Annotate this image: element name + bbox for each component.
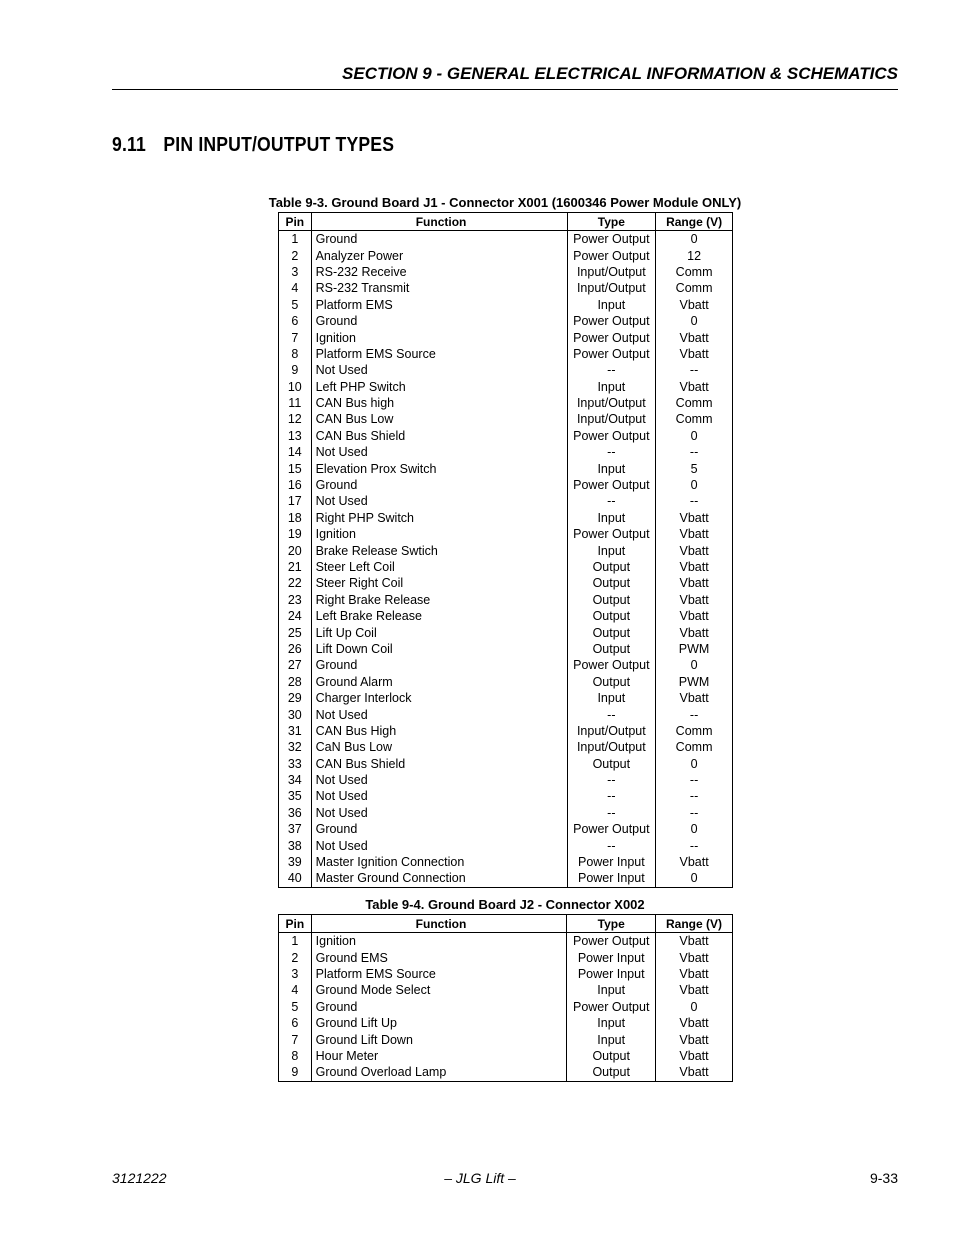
pin-cell: 38 xyxy=(279,837,312,853)
type-cell: Output xyxy=(567,1048,656,1064)
type-cell: Input/Output xyxy=(567,395,656,411)
range-cell: -- xyxy=(656,706,733,722)
type-cell: Input/Output xyxy=(567,411,656,427)
pin-cell: 15 xyxy=(279,460,312,476)
table-row xyxy=(279,231,733,248)
function-cell: Left PHP Switch xyxy=(311,379,567,395)
table-row xyxy=(279,949,733,965)
range-cell: 0 xyxy=(656,657,733,673)
range-cell: 0 xyxy=(656,821,733,837)
type-cell: Power Output xyxy=(567,933,656,950)
pin-cell: 3 xyxy=(279,966,312,982)
table-row xyxy=(279,444,733,460)
range-cell: Comm xyxy=(656,723,733,739)
function-cell: Lift Down Coil xyxy=(311,641,567,657)
table-row xyxy=(279,772,733,788)
table-row xyxy=(279,428,733,444)
function-cell: Not Used xyxy=(311,444,567,460)
range-cell: PWM xyxy=(656,674,733,690)
table-row xyxy=(279,1048,733,1064)
table-row xyxy=(279,297,733,313)
doc-number: 3121222 xyxy=(112,1170,167,1186)
type-cell: Power Output xyxy=(567,346,656,362)
range-cell: Vbatt xyxy=(656,559,733,575)
table-row xyxy=(279,982,733,998)
function-cell: Ignition xyxy=(311,933,567,950)
pin-cell: 39 xyxy=(279,854,312,870)
range-cell: Vbatt xyxy=(656,1048,733,1064)
pin-cell: 35 xyxy=(279,788,312,804)
type-cell: Input xyxy=(567,1015,656,1031)
range-cell: Vbatt xyxy=(656,1064,733,1081)
table-row xyxy=(279,477,733,493)
table-row xyxy=(279,542,733,558)
table-row xyxy=(279,870,733,887)
range-cell: 0 xyxy=(656,428,733,444)
range-cell: Vbatt xyxy=(656,297,733,313)
pin-cell: 10 xyxy=(279,379,312,395)
pin-cell: 19 xyxy=(279,526,312,542)
range-cell: Comm xyxy=(656,739,733,755)
type-cell: Output xyxy=(567,756,656,772)
range-cell: -- xyxy=(656,837,733,853)
type-cell: Power Output xyxy=(567,477,656,493)
pin-cell: 1 xyxy=(279,933,312,950)
range-cell: 0 xyxy=(656,870,733,887)
range-cell: Vbatt xyxy=(656,854,733,870)
function-cell: Left Brake Release xyxy=(311,608,567,624)
pin-cell: 28 xyxy=(279,674,312,690)
range-cell: Vbatt xyxy=(656,966,733,982)
table-row xyxy=(279,526,733,542)
table-row xyxy=(279,999,733,1015)
pin-cell: 6 xyxy=(279,1015,312,1031)
function-cell: Not Used xyxy=(311,837,567,853)
table-row xyxy=(279,739,733,755)
function-cell: Brake Release Swtich xyxy=(311,542,567,558)
function-cell: Analyzer Power xyxy=(311,247,567,263)
table-row xyxy=(279,966,733,982)
function-cell: Ignition xyxy=(311,526,567,542)
type-cell: Power Input xyxy=(567,949,656,965)
type-cell: Output xyxy=(567,641,656,657)
range-cell: Vbatt xyxy=(656,329,733,345)
pin-cell: 37 xyxy=(279,821,312,837)
range-cell: Comm xyxy=(656,411,733,427)
function-cell: CAN Bus high xyxy=(311,395,567,411)
function-cell: Ground xyxy=(311,313,567,329)
connector-x002-table xyxy=(278,914,733,1082)
type-cell: -- xyxy=(567,805,656,821)
function-cell: Ground xyxy=(311,999,567,1015)
function-cell: Right PHP Switch xyxy=(311,510,567,526)
table-row xyxy=(279,690,733,706)
table-row xyxy=(279,1064,733,1081)
type-cell: Output xyxy=(567,1064,656,1081)
pin-cell: 2 xyxy=(279,949,312,965)
pin-cell: 40 xyxy=(279,870,312,887)
range-cell: Vbatt xyxy=(656,624,733,640)
pin-cell: 4 xyxy=(279,982,312,998)
col-header-type: Type xyxy=(567,915,656,933)
table-row xyxy=(279,674,733,690)
pin-cell: 36 xyxy=(279,805,312,821)
function-cell: Ground Mode Select xyxy=(311,982,567,998)
range-cell: Vbatt xyxy=(656,346,733,362)
range-cell: 5 xyxy=(656,460,733,476)
table-row xyxy=(279,1015,733,1031)
pin-cell: 5 xyxy=(279,297,312,313)
pin-cell: 1 xyxy=(279,231,312,248)
pin-cell: 16 xyxy=(279,477,312,493)
pin-cell: 4 xyxy=(279,280,312,296)
range-cell: Comm xyxy=(656,280,733,296)
type-cell: Input/Output xyxy=(567,280,656,296)
range-cell: -- xyxy=(656,493,733,509)
range-cell: -- xyxy=(656,788,733,804)
pin-cell: 6 xyxy=(279,313,312,329)
function-cell: Master Ground Connection xyxy=(311,870,567,887)
function-cell: Not Used xyxy=(311,362,567,378)
function-cell: CAN Bus Shield xyxy=(311,756,567,772)
range-cell: 0 xyxy=(656,313,733,329)
type-cell: Input/Output xyxy=(567,264,656,280)
range-cell: Vbatt xyxy=(656,575,733,591)
type-cell: Power Output xyxy=(567,657,656,673)
table-row xyxy=(279,821,733,837)
type-cell: Power Output xyxy=(567,329,656,345)
col-header-pin: Pin xyxy=(279,213,312,231)
function-cell: Ground Overload Lamp xyxy=(311,1064,567,1081)
table-row xyxy=(279,805,733,821)
type-cell: Output xyxy=(567,559,656,575)
table-row xyxy=(279,379,733,395)
range-cell: -- xyxy=(656,444,733,460)
range-cell: Vbatt xyxy=(656,542,733,558)
function-cell: Hour Meter xyxy=(311,1048,567,1064)
type-cell: -- xyxy=(567,837,656,853)
connector-x001-table xyxy=(278,212,733,888)
table-row xyxy=(279,362,733,378)
pin-cell: 9 xyxy=(279,362,312,378)
type-cell: Input xyxy=(567,542,656,558)
pin-cell: 26 xyxy=(279,641,312,657)
type-cell: -- xyxy=(567,493,656,509)
table-row xyxy=(279,346,733,362)
type-cell: Output xyxy=(567,608,656,624)
function-cell: CAN Bus Shield xyxy=(311,428,567,444)
table-row xyxy=(279,575,733,591)
range-cell: 0 xyxy=(656,477,733,493)
pin-cell: 27 xyxy=(279,657,312,673)
range-cell: -- xyxy=(656,772,733,788)
function-cell: Platform EMS xyxy=(311,297,567,313)
function-cell: Elevation Prox Switch xyxy=(311,460,567,476)
col-header-pin: Pin xyxy=(279,915,312,933)
table-header-row xyxy=(279,213,733,231)
table2-caption: Table 9-4. Ground Board J2 - Connector X002 xyxy=(365,897,645,912)
range-cell: Vbatt xyxy=(656,608,733,624)
function-cell: Platform EMS Source xyxy=(311,346,567,362)
pin-cell: 24 xyxy=(279,608,312,624)
table-row xyxy=(279,788,733,804)
type-cell: Output xyxy=(567,592,656,608)
function-cell: Ground xyxy=(311,821,567,837)
table2-body xyxy=(279,933,733,1082)
range-cell: Vbatt xyxy=(656,982,733,998)
function-cell: CaN Bus Low xyxy=(311,739,567,755)
range-cell: Vbatt xyxy=(656,933,733,950)
function-cell: RS-232 Receive xyxy=(311,264,567,280)
type-cell: Input xyxy=(567,1031,656,1047)
pin-cell: 20 xyxy=(279,542,312,558)
range-cell: Vbatt xyxy=(656,592,733,608)
pin-cell: 14 xyxy=(279,444,312,460)
function-cell: Not Used xyxy=(311,772,567,788)
pin-cell: 31 xyxy=(279,723,312,739)
table-row xyxy=(279,411,733,427)
function-cell: Ground xyxy=(311,231,567,248)
function-cell: Ground Lift Down xyxy=(311,1031,567,1047)
function-cell: Not Used xyxy=(311,805,567,821)
table-row xyxy=(279,395,733,411)
pin-cell: 17 xyxy=(279,493,312,509)
table-row xyxy=(279,592,733,608)
pin-cell: 12 xyxy=(279,411,312,427)
type-cell: Input xyxy=(567,460,656,476)
table-row xyxy=(279,641,733,657)
col-header-type: Type xyxy=(567,213,656,231)
table-row xyxy=(279,837,733,853)
table-row xyxy=(279,706,733,722)
pin-cell: 8 xyxy=(279,346,312,362)
type-cell: -- xyxy=(567,706,656,722)
pin-cell: 29 xyxy=(279,690,312,706)
table-row xyxy=(279,1031,733,1047)
table1-caption: Table 9-3. Ground Board J1 - Connector X001 (1600346 Power Module ONLY) xyxy=(268,195,742,210)
range-cell: 0 xyxy=(656,999,733,1015)
page-number: 9-33 xyxy=(869,1170,898,1186)
table-row xyxy=(279,559,733,575)
table-header-row xyxy=(279,915,733,933)
type-cell: -- xyxy=(567,444,656,460)
type-cell: Output xyxy=(567,624,656,640)
type-cell: Power Output xyxy=(567,526,656,542)
function-cell: RS-232 Transmit xyxy=(311,280,567,296)
type-cell: Output xyxy=(567,674,656,690)
table-row xyxy=(279,933,733,950)
type-cell: Output xyxy=(567,575,656,591)
table-row xyxy=(279,510,733,526)
type-cell: Power Input xyxy=(567,966,656,982)
pin-cell: 18 xyxy=(279,510,312,526)
pin-cell: 9 xyxy=(279,1064,312,1081)
table-row xyxy=(279,624,733,640)
col-header-function: Function xyxy=(311,213,567,231)
pin-cell: 5 xyxy=(279,999,312,1015)
range-cell: PWM xyxy=(656,641,733,657)
range-cell: Vbatt xyxy=(656,1015,733,1031)
function-cell: Platform EMS Source xyxy=(311,966,567,982)
function-cell: Ground xyxy=(311,477,567,493)
type-cell: -- xyxy=(567,362,656,378)
pin-cell: 11 xyxy=(279,395,312,411)
type-cell: Power Output xyxy=(567,821,656,837)
type-cell: Input xyxy=(567,982,656,998)
table-row xyxy=(279,756,733,772)
table-row xyxy=(279,854,733,870)
heading-number: 9.11 xyxy=(112,134,146,156)
type-cell: Power Input xyxy=(567,870,656,887)
table-row xyxy=(279,264,733,280)
col-header-range: Range (V) xyxy=(656,213,733,231)
type-cell: Input/Output xyxy=(567,739,656,755)
range-cell: Vbatt xyxy=(656,1031,733,1047)
col-header-function: Function xyxy=(311,915,567,933)
pin-cell: 25 xyxy=(279,624,312,640)
function-cell: Ground xyxy=(311,657,567,673)
type-cell: Input xyxy=(567,379,656,395)
pin-cell: 33 xyxy=(279,756,312,772)
pin-cell: 23 xyxy=(279,592,312,608)
function-cell: Master Ignition Connection xyxy=(311,854,567,870)
section-heading xyxy=(112,134,394,157)
function-cell: Right Brake Release xyxy=(311,592,567,608)
type-cell: Power Output xyxy=(567,247,656,263)
range-cell: Vbatt xyxy=(656,690,733,706)
pin-cell: 30 xyxy=(279,706,312,722)
table-row xyxy=(279,460,733,476)
function-cell: Not Used xyxy=(311,788,567,804)
pin-cell: 8 xyxy=(279,1048,312,1064)
range-cell: 12 xyxy=(656,247,733,263)
function-cell: Ground Alarm xyxy=(311,674,567,690)
pin-cell: 34 xyxy=(279,772,312,788)
pin-cell: 3 xyxy=(279,264,312,280)
type-cell: Input xyxy=(567,690,656,706)
pin-cell: 21 xyxy=(279,559,312,575)
range-cell: Vbatt xyxy=(656,949,733,965)
range-cell: -- xyxy=(656,805,733,821)
function-cell: Not Used xyxy=(311,493,567,509)
type-cell: Input xyxy=(567,297,656,313)
range-cell: Comm xyxy=(656,395,733,411)
table-row xyxy=(279,329,733,345)
function-cell: CAN Bus High xyxy=(311,723,567,739)
type-cell: Input/Output xyxy=(567,723,656,739)
col-header-range: Range (V) xyxy=(656,915,733,933)
range-cell: Vbatt xyxy=(656,379,733,395)
function-cell: Steer Right Coil xyxy=(311,575,567,591)
section-header: SECTION 9 - GENERAL ELECTRICAL INFORMATION & SCHEMATICS xyxy=(342,64,898,83)
function-cell: CAN Bus Low xyxy=(311,411,567,427)
function-cell: Ground Lift Up xyxy=(311,1015,567,1031)
function-cell: Charger Interlock xyxy=(311,690,567,706)
header-rule xyxy=(112,89,898,90)
function-cell: Steer Left Coil xyxy=(311,559,567,575)
range-cell: Vbatt xyxy=(656,510,733,526)
footer-brand: – JLG Lift – xyxy=(444,1170,516,1186)
type-cell: Input xyxy=(567,510,656,526)
range-cell: -- xyxy=(656,362,733,378)
function-cell: Not Used xyxy=(311,706,567,722)
type-cell: Power Output xyxy=(567,313,656,329)
type-cell: Power Input xyxy=(567,854,656,870)
pin-cell: 2 xyxy=(279,247,312,263)
pin-cell: 22 xyxy=(279,575,312,591)
range-cell: Comm xyxy=(656,264,733,280)
type-cell: Power Output xyxy=(567,999,656,1015)
pin-cell: 7 xyxy=(279,1031,312,1047)
table-row xyxy=(279,493,733,509)
pin-cell: 13 xyxy=(279,428,312,444)
range-cell: Vbatt xyxy=(656,526,733,542)
table-row xyxy=(279,608,733,624)
type-cell: Power Output xyxy=(567,428,656,444)
range-cell: 0 xyxy=(656,231,733,248)
type-cell: -- xyxy=(567,772,656,788)
function-cell: Lift Up Coil xyxy=(311,624,567,640)
table1-body xyxy=(279,231,733,888)
type-cell: Power Output xyxy=(567,231,656,248)
table-row xyxy=(279,313,733,329)
table-row xyxy=(279,247,733,263)
table-row xyxy=(279,723,733,739)
function-cell: Ground EMS xyxy=(311,949,567,965)
type-cell: -- xyxy=(567,788,656,804)
function-cell: Ignition xyxy=(311,329,567,345)
table-row xyxy=(279,657,733,673)
table-row xyxy=(279,280,733,296)
range-cell: 0 xyxy=(656,756,733,772)
heading-title: PIN INPUT/OUTPUT TYPES xyxy=(163,134,395,156)
pin-cell: 7 xyxy=(279,329,312,345)
pin-cell: 32 xyxy=(279,739,312,755)
